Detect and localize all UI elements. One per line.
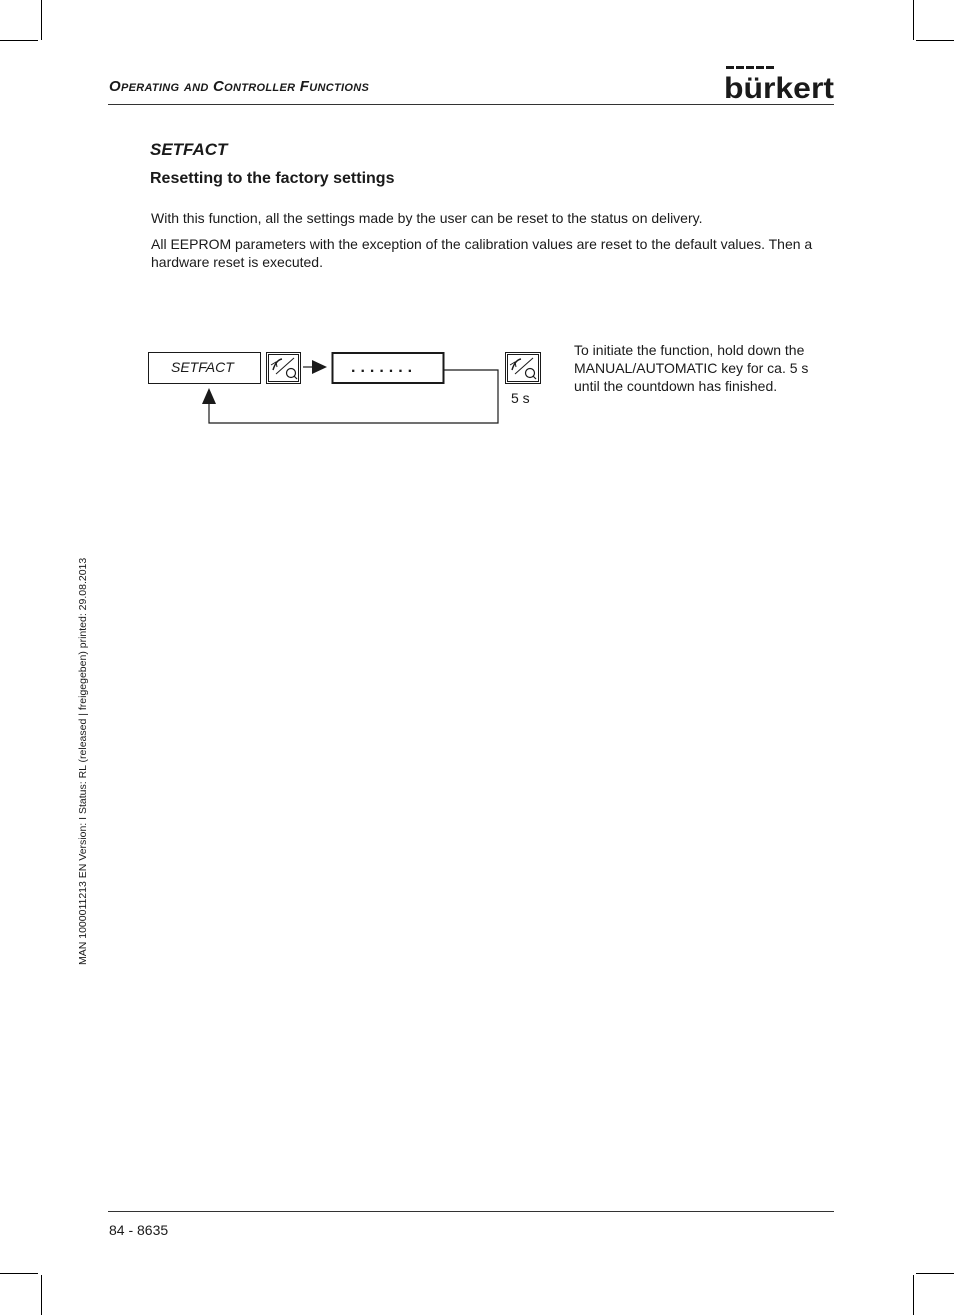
crop-mark [0, 1273, 38, 1274]
paragraph: All EEPROM parameters with the exception of the calibration values are reset to the default values. Then a hardware reset is executed. [151, 236, 813, 270]
section-subtitle: Resetting to the factory settings [150, 170, 395, 187]
crop-mark [0, 40, 38, 41]
document-meta-note: MAN 1000011213 EN Version: I Status: RL (released | freigegeben) printed: 29.08.2013 [77, 557, 89, 965]
page-number: 84 - 8635 [109, 1222, 169, 1238]
setfact-flow-diagram [140, 340, 560, 440]
crop-mark [913, 1275, 914, 1315]
crop-mark [41, 1275, 42, 1315]
section-title: SETFACT [150, 140, 228, 159]
manual-automatic-key-icon [506, 353, 541, 384]
page-header-title: Operating and Controller Functions [109, 78, 370, 95]
crop-mark [913, 0, 914, 40]
manual-automatic-key-icon [267, 353, 301, 384]
flow-arrowhead [312, 360, 327, 374]
burkert-logo [722, 66, 836, 104]
paragraph: With this function, all the settings made by the user can be reset to the status on delivery. [151, 210, 703, 226]
crop-mark [41, 0, 42, 40]
header-rule [108, 104, 834, 105]
diagram-note: To initiate the function, hold down the MANUAL/AUTOMATIC key for ca. 5 s until the countdown has finished. [574, 342, 809, 394]
countdown-dots: ....... [351, 359, 418, 376]
hold-time-label: 5 s [511, 390, 530, 406]
crop-mark [916, 1273, 954, 1274]
setfact-box-label: SETFACT [171, 359, 234, 375]
logo-text: bürkert [724, 72, 835, 104]
return-arrowhead [202, 388, 216, 404]
crop-mark [916, 40, 954, 41]
footer-rule [108, 1211, 834, 1212]
